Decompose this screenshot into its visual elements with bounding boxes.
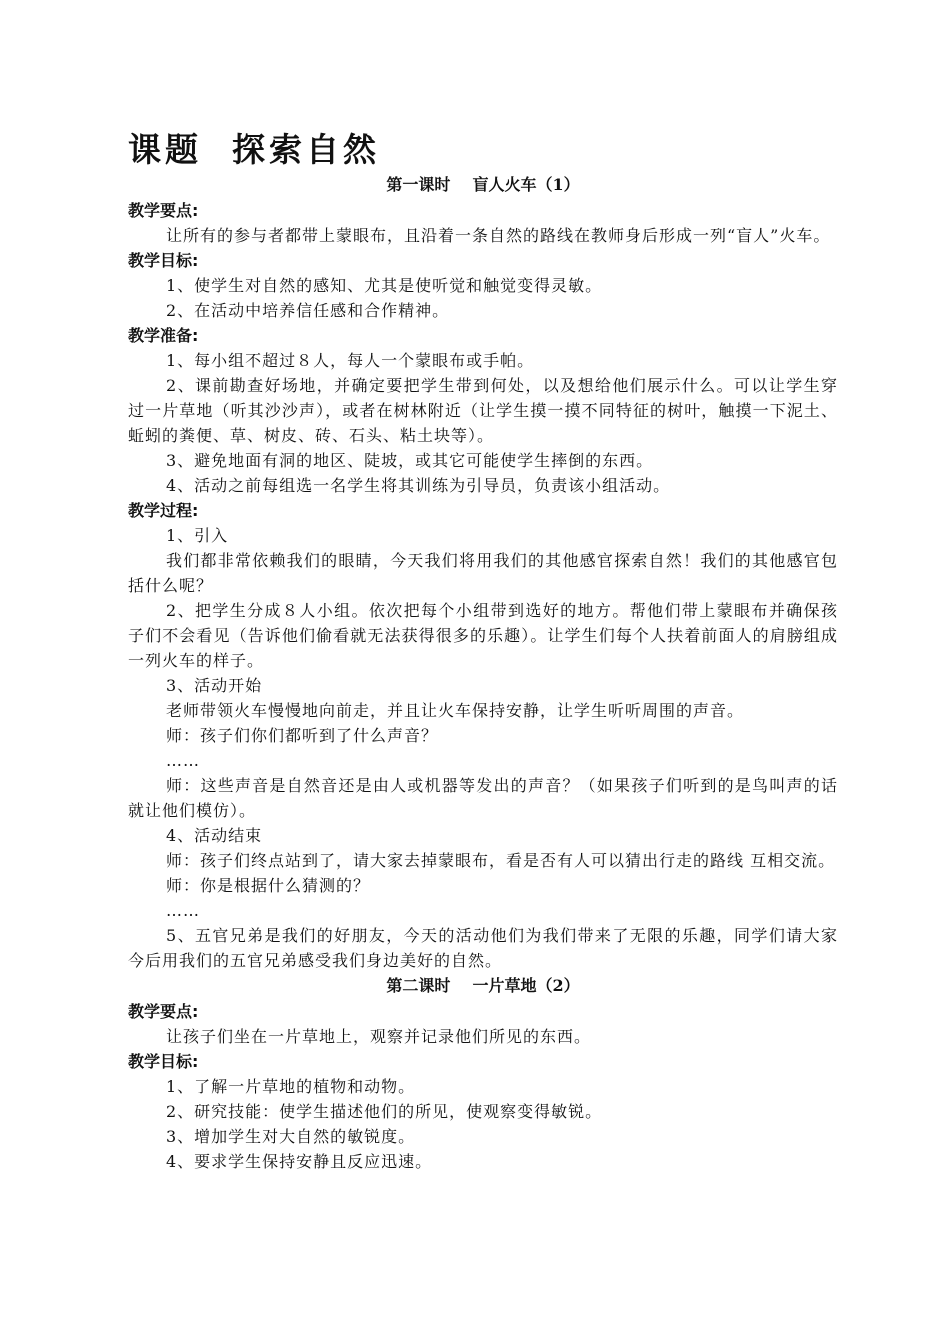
paragraph: 1、引入 xyxy=(166,526,229,545)
lesson-2-number: 第二课时 xyxy=(386,976,451,995)
paragraph: …… xyxy=(166,751,200,770)
paragraph: 1、使学生对自然的感知、尤其是使听觉和触觉变得灵敏。 xyxy=(166,276,603,295)
paragraph: 1、了解一片草地的植物和动物。 xyxy=(166,1077,416,1096)
paragraph: 4、要求学生保持安静且反应迅速。 xyxy=(166,1152,433,1171)
document-body xyxy=(128,128,838,1174)
paragraph: 2、在活动中培养信任感和合作精神。 xyxy=(166,301,450,320)
paragraph: 师：这些声音是自然音还是由人或机器等发出的声音？（如果孩子们听到的是鸟叫声的话就让他们模仿）。 xyxy=(128,776,838,820)
lesson-1-topic: 盲人火车（1） xyxy=(472,175,580,194)
paragraph: 2、课前勘查好场地，并确定要把学生带到何处，以及想给他们展示什么。可以让学生穿过一片草地（听其沙沙声），或者在树林附近（让学生摸一摸不同特征的树叶，触摸一下泥土、蚯蚓的粪便、草、树皮、砖、石头、粘土块等）。 xyxy=(128,376,838,445)
paragraph: 2、研究技能：使学生描述他们的所见，使观察变得敏锐。 xyxy=(166,1102,603,1121)
paragraph: 我们都非常依赖我们的眼睛，今天我们将用我们的其他感官探索自然！我们的其他感官包括什么呢？ xyxy=(128,551,838,595)
document-title xyxy=(128,128,838,172)
paragraph: 4、活动结束 xyxy=(166,826,263,845)
lesson-1-number: 第一课时 xyxy=(386,175,451,194)
paragraph: 师：孩子们你们都听到了什么声音？ xyxy=(166,726,439,745)
paragraph: 1、每小组不超过８人，每人一个蒙眼布或手帕。 xyxy=(166,351,535,370)
paragraph: …… xyxy=(166,901,200,920)
section-heading-key-points: 教学要点: xyxy=(128,201,199,220)
paragraph: 让孩子们坐在一片草地上，观察并记录他们所见的东西。 xyxy=(166,1027,592,1046)
paragraph: 师：你是根据什么猜测的？ xyxy=(166,876,371,895)
paragraph: 让所有的参与者都带上蒙眼布，且沿着一条自然的路线在教师身后形成一列“盲人”火车。 xyxy=(166,226,831,245)
section-heading-process: 教学过程: xyxy=(128,501,199,520)
paragraph: 老师带领火车慢慢地向前走，并且让火车保持安静，让学生听听周围的声音。 xyxy=(166,701,745,720)
paragraph: 2、把学生分成８人小组。依次把每个小组带到选好的地方。帮他们带上蒙眼布并确保孩子们不会看见（告诉他们偷看就无法获得很多的乐趣）。让学生们每个人扶着前面人的肩膀组成一列火车的样子。 xyxy=(128,601,838,670)
lesson-1-heading xyxy=(128,172,838,198)
section-heading-preparation: 教学准备: xyxy=(128,326,199,345)
title-text: 探索自然 xyxy=(232,130,380,169)
section-heading-key-points: 教学要点: xyxy=(128,1002,199,1021)
paragraph: 5、五官兄弟是我们的好朋友，今天的活动他们为我们带来了无限的乐趣，同学们请大家今后用我们的五官兄弟感受我们身边美好的自然。 xyxy=(128,926,838,970)
lesson-2-topic: 一片草地（2） xyxy=(472,976,580,995)
paragraph: 3、避免地面有洞的地区、陡坡，或其它可能使学生摔倒的东西。 xyxy=(166,451,654,470)
paragraph: 4、活动之前每组选一名学生将其训练为引导员，负责该小组活动。 xyxy=(166,476,671,495)
title-prefix: 课题 xyxy=(128,130,202,169)
section-heading-goals: 教学目标: xyxy=(128,251,199,270)
lesson-2-heading xyxy=(128,973,838,999)
paragraph: 3、活动开始 xyxy=(166,676,263,695)
paragraph: 3、增加学生对大自然的敏锐度。 xyxy=(166,1127,416,1146)
paragraph: 师：孩子们终点站到了，请大家去掉蒙眼布，看是否有人可以猜出行走的路线 互相交流。 xyxy=(166,851,836,870)
section-heading-goals: 教学目标: xyxy=(128,1052,199,1071)
